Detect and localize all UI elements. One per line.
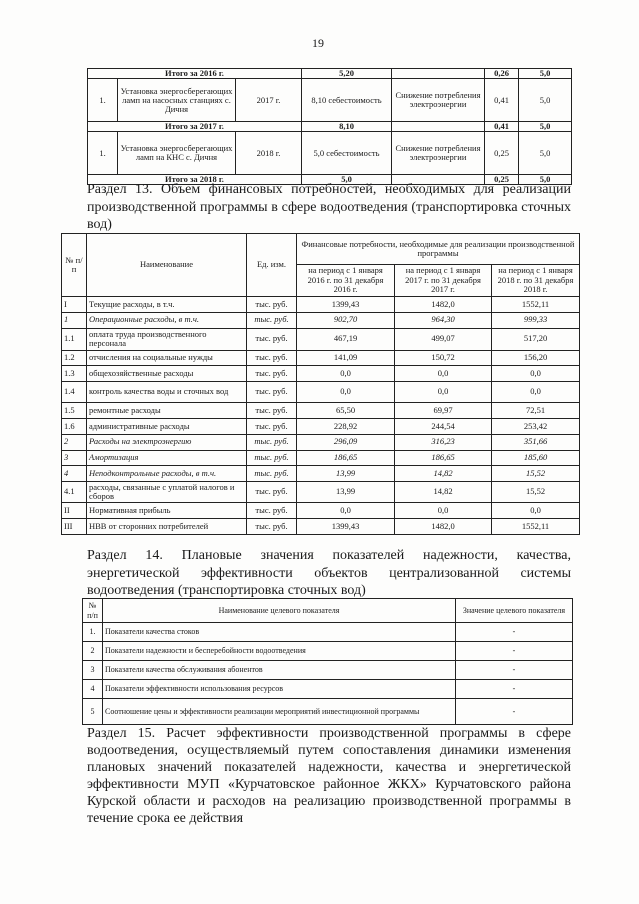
section15-line3: плановых значений показателей надежности, качества и энергетической	[87, 760, 571, 775]
energy-saving-table	[87, 68, 572, 185]
table-row	[62, 450, 580, 466]
row-number: 1.	[83, 623, 103, 642]
row-unit: тыс. руб.	[247, 482, 297, 503]
value-2016: 186,65	[297, 450, 395, 466]
value-2018: 15,52	[492, 466, 580, 482]
section13-heading-line2: производственной программы в сфере водоотведения (транспортировка сточных	[87, 200, 571, 215]
section14-heading-line1: Раздел 14. Плановые значения показателей надежности, качества,	[87, 548, 571, 563]
total-label: Итого за 2018 г.	[88, 175, 302, 185]
value-2017: 150,72	[395, 350, 492, 366]
row-number: 1	[62, 312, 87, 328]
row-number: I	[62, 297, 87, 313]
value-2017: 499,07	[395, 328, 492, 350]
financial-needs-table	[61, 233, 580, 535]
row-unit: тыс. руб.	[247, 366, 297, 382]
indicator-name: Показатели качества обслуживания абонентов	[103, 661, 456, 680]
measure-effect: Снижение потребления электроэнергии	[392, 79, 485, 122]
value-2016: 65,50	[297, 403, 395, 419]
indicator-value: -	[456, 642, 573, 661]
header-target-value: Значение целевого показателя	[456, 599, 573, 623]
header-unit: Ед. изм.	[247, 234, 297, 297]
table-row	[62, 350, 580, 366]
value-2016: 0,0	[297, 382, 395, 403]
row-number: 3	[62, 450, 87, 466]
row-unit: тыс. руб.	[247, 450, 297, 466]
total-value-1: 0,41	[485, 122, 519, 132]
table-row	[62, 297, 580, 313]
row-name: НВВ от сторонних потребителей	[87, 518, 247, 534]
indicator-name: Показатели надежности и бесперебойности водоотведения	[103, 642, 456, 661]
table-row	[88, 79, 572, 122]
value-2016: 296,09	[297, 434, 395, 450]
table-row	[62, 503, 580, 519]
row-number: 1.	[88, 132, 118, 175]
table-row	[62, 382, 580, 403]
section13-heading-line3: вод)	[87, 217, 112, 232]
indicator-value: -	[456, 661, 573, 680]
header-indicator-name: Наименование целевого показателя	[103, 599, 456, 623]
value-2016: 467,19	[297, 328, 395, 350]
indicator-name: Показатели качества стоков	[103, 623, 456, 642]
total-sum: 5,0	[302, 175, 392, 185]
table-row	[62, 466, 580, 482]
header-name: Наименование	[87, 234, 247, 297]
table-row	[62, 312, 580, 328]
section13-heading-line1: Раздел 13. Объем финансовых потребностей, необходимых для реализации	[87, 182, 571, 197]
table-row	[62, 328, 580, 350]
value-2016: 0,0	[297, 366, 395, 382]
section15-line1: Раздел 15. Расчет эффективности производственной программы в сфере	[87, 726, 571, 741]
measure-cost: 8,10 себестоимость	[302, 79, 392, 122]
total-row	[88, 69, 572, 79]
value-2016: 0,0	[297, 503, 395, 519]
row-name: Текущие расходы, в т.ч.	[87, 297, 247, 313]
empty-cell	[392, 122, 485, 132]
row-name: оплата труда производственного персонала	[87, 328, 247, 350]
value-2017: 0,0	[395, 503, 492, 519]
measure-value-1: 0,25	[485, 132, 519, 175]
header-financial-needs: Финансовые потребности, необходимые для реализации производственной программы	[297, 234, 580, 265]
value-2017: 964,30	[395, 312, 492, 328]
total-label: Итого за 2016 г.	[88, 69, 302, 79]
table-row	[83, 623, 573, 642]
header-period-2016: на период с 1 января 2016 г. по 31 декабря 2016 г.	[297, 265, 395, 297]
header-period-2018: на период с 1 января 2018 г. по 31 декабря 2018 г.	[492, 265, 580, 297]
row-unit: тыс. руб.	[247, 297, 297, 313]
value-2018: 0,0	[492, 366, 580, 382]
value-2018: 1552,11	[492, 297, 580, 313]
row-unit: тыс. руб.	[247, 518, 297, 534]
target-indicators-table	[82, 598, 573, 725]
indicator-name: Показатели эффективности использования ресурсов	[103, 680, 456, 699]
measure-cost: 5,0 себестоимость	[302, 132, 392, 175]
row-number: 1.	[88, 79, 118, 122]
table-row	[62, 403, 580, 419]
measure-year: 2017 г.	[236, 79, 302, 122]
row-number: 2	[62, 434, 87, 450]
row-number: 1.6	[62, 418, 87, 434]
value-2018: 351,66	[492, 434, 580, 450]
row-number: 1.5	[62, 403, 87, 419]
total-value-2: 5,0	[519, 122, 572, 132]
total-value-1: 0,25	[485, 175, 519, 185]
row-name: расходы, связанные с уплатой налогов и сборов	[87, 482, 247, 503]
value-2017: 0,0	[395, 382, 492, 403]
measure-description: Установка энергосберегающих ламп на КНС с. Дичня	[118, 132, 236, 175]
row-name: контроль качества воды и сточных вод	[87, 382, 247, 403]
value-2018: 253,42	[492, 418, 580, 434]
table-row	[83, 661, 573, 680]
row-name: административные расходы	[87, 418, 247, 434]
row-number: 4	[62, 466, 87, 482]
table-row	[83, 642, 573, 661]
value-2018: 999,33	[492, 312, 580, 328]
value-2017: 1482,0	[395, 297, 492, 313]
page-number: 19	[312, 36, 324, 50]
section14-heading-line3: водоотведения (транспортировка сточных вод)	[87, 583, 366, 598]
row-unit: тыс. руб.	[247, 418, 297, 434]
indicator-value: -	[456, 623, 573, 642]
value-2016: 902,70	[297, 312, 395, 328]
value-2016: 1399,43	[297, 297, 395, 313]
indicator-value: -	[456, 680, 573, 699]
table-row	[62, 518, 580, 534]
value-2016: 1399,43	[297, 518, 395, 534]
row-name: Расходы на электроэнергию	[87, 434, 247, 450]
row-unit: тыс. руб.	[247, 434, 297, 450]
value-2018: 517,20	[492, 328, 580, 350]
row-unit: тыс. руб.	[247, 403, 297, 419]
indicator-value: -	[456, 699, 573, 725]
table-row	[62, 482, 580, 503]
table-row	[62, 366, 580, 382]
value-2018: 1552,11	[492, 518, 580, 534]
row-name: общехозяйственные расходы	[87, 366, 247, 382]
row-number: 1.1	[62, 328, 87, 350]
empty-cell	[392, 69, 485, 79]
value-2018: 72,51	[492, 403, 580, 419]
row-unit: тыс. руб.	[247, 466, 297, 482]
measure-year: 2018 г.	[236, 132, 302, 175]
section15-line2: водоотведения, осуществляемый путем сопоставления динамики изменения	[87, 743, 571, 758]
row-unit: тыс. руб.	[247, 350, 297, 366]
table-row	[83, 680, 573, 699]
value-2018: 0,0	[492, 382, 580, 403]
header-number: № п/п	[83, 599, 103, 623]
measure-value-2: 5,0	[519, 79, 572, 122]
section15-line6: течение срока ее действия	[87, 811, 244, 826]
value-2016: 13,99	[297, 482, 395, 503]
section14-heading-line2: энергетической эффективности объектов централизованной системы	[87, 566, 571, 581]
row-unit: тыс. руб.	[247, 328, 297, 350]
value-2016: 13,99	[297, 466, 395, 482]
table-row	[83, 699, 573, 725]
total-value-2: 5,0	[519, 69, 572, 79]
section15-line4: эффективности МУП «Курчатовское районное ЖКХ» Курчатовского района	[87, 777, 571, 792]
total-label: Итого за 2017 г.	[88, 122, 302, 132]
measure-description: Установка энергосберегающих ламп на насосных станциях с. Дичня	[118, 79, 236, 122]
row-number: II	[62, 503, 87, 519]
value-2018: 156,20	[492, 350, 580, 366]
value-2018: 0,0	[492, 503, 580, 519]
row-number: 4.1	[62, 482, 87, 503]
total-sum: 8,10	[302, 122, 392, 132]
row-name: Амортизация	[87, 450, 247, 466]
header-number: № п/п	[62, 234, 87, 297]
row-number: 1.4	[62, 382, 87, 403]
value-2017: 244,54	[395, 418, 492, 434]
row-name: Неподконтрольные расходы, в т.ч.	[87, 466, 247, 482]
table-row	[88, 132, 572, 175]
row-number: III	[62, 518, 87, 534]
table-row	[62, 434, 580, 450]
value-2016: 228,92	[297, 418, 395, 434]
value-2017: 0,0	[395, 366, 492, 382]
row-number: 2	[83, 642, 103, 661]
measure-effect: Снижение потребления электроэнергии	[392, 132, 485, 175]
row-unit: тыс. руб.	[247, 503, 297, 519]
value-2016: 141,09	[297, 350, 395, 366]
row-number: 3	[83, 661, 103, 680]
row-number: 4	[83, 680, 103, 699]
table-row	[62, 418, 580, 434]
row-number: 1.2	[62, 350, 87, 366]
row-name: отчисления на социальные нужды	[87, 350, 247, 366]
indicator-name: Соотношение цены и эффективности реализации мероприятий инвестиционной программы	[103, 699, 456, 725]
total-value-2: 5,0	[519, 175, 572, 185]
value-2017: 186,65	[395, 450, 492, 466]
value-2017: 69,97	[395, 403, 492, 419]
value-2017: 14,82	[395, 466, 492, 482]
row-unit: тыс. руб.	[247, 382, 297, 403]
section15-line5: Курской области и расходов на реализацию производственной программы в	[87, 794, 571, 809]
value-2017: 14,82	[395, 482, 492, 503]
total-value-1: 0,26	[485, 69, 519, 79]
row-name: Операционные расходы, в т.ч.	[87, 312, 247, 328]
row-unit: тыс. руб.	[247, 312, 297, 328]
value-2018: 15,52	[492, 482, 580, 503]
row-number: 5	[83, 699, 103, 725]
measure-value-2: 5,0	[519, 132, 572, 175]
header-period-2017: на период с 1 января 2017 г. по 31 декабря 2017 г.	[395, 265, 492, 297]
row-name: ремонтные расходы	[87, 403, 247, 419]
value-2017: 1482,0	[395, 518, 492, 534]
value-2018: 185,60	[492, 450, 580, 466]
total-sum: 5,20	[302, 69, 392, 79]
total-row	[88, 122, 572, 132]
measure-value-1: 0,41	[485, 79, 519, 122]
value-2017: 316,23	[395, 434, 492, 450]
row-name: Нормативная прибыль	[87, 503, 247, 519]
row-number: 1.3	[62, 366, 87, 382]
